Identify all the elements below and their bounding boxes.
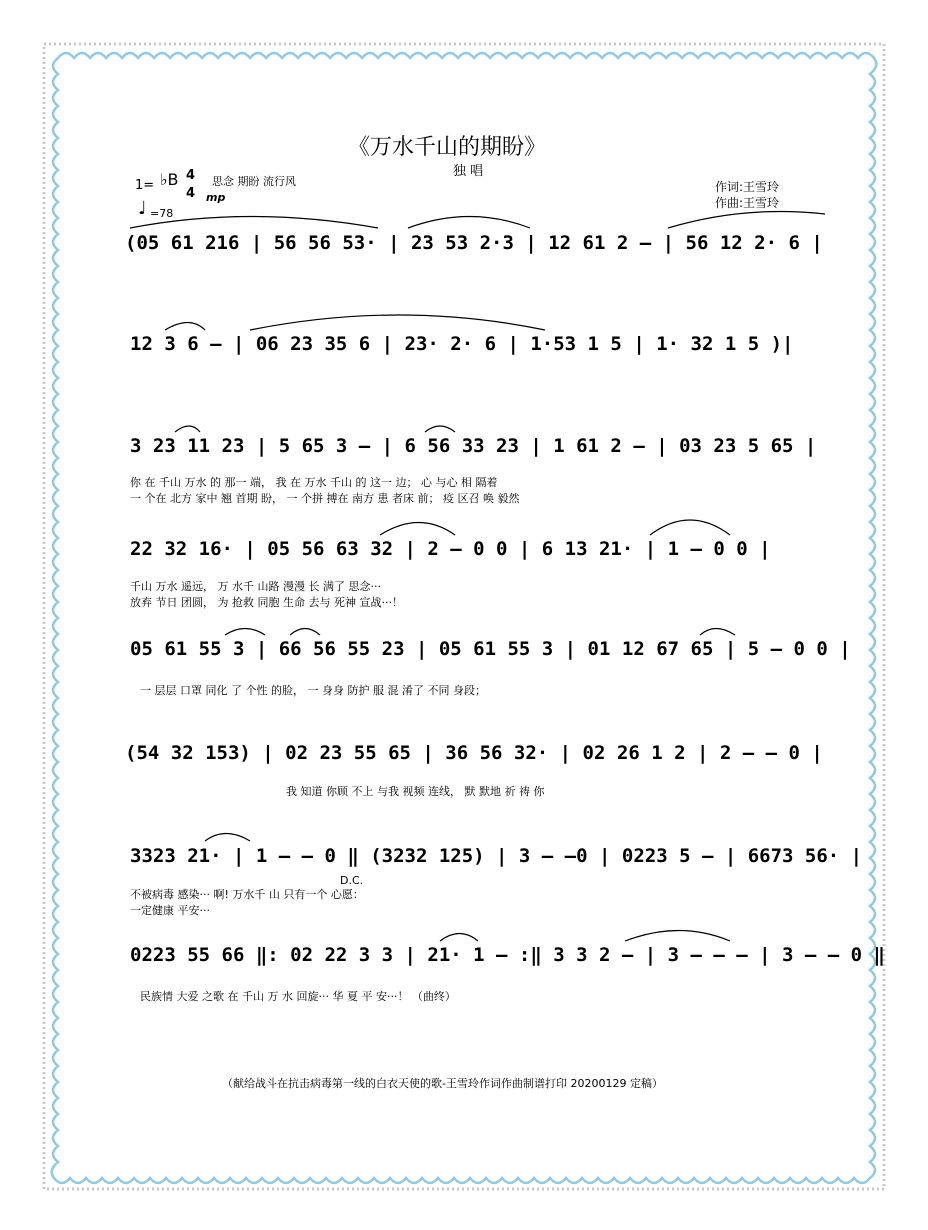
lyrics-row-3-verse-2: 一 个在 北方 家中 翘 首期 盼， 一 个拼 搏在 南方 患 者床 前； 疫 区召 唤 毅然 bbox=[130, 492, 520, 505]
tempo-marking: =78 bbox=[150, 207, 174, 220]
dc-marking: D.C. bbox=[340, 874, 364, 887]
lyrics-row-8: 民族情 大爱 之歌 在 千山 万 水 回旋··· 华 夏 平 安···！ （曲终） bbox=[140, 990, 456, 1003]
quarter-note-icon: ♩ bbox=[138, 198, 147, 219]
score-row-1: (05 61 216 | 56 56 53· | 23 53 2·3 | 12 61 2 – | 56 12 2· 6 | bbox=[125, 232, 823, 254]
performance-type: 独 唱 bbox=[453, 164, 484, 179]
time-signature-top: 4 bbox=[186, 168, 196, 183]
composer-credit: 作曲:王雪玲 bbox=[715, 196, 780, 210]
time-signature-bottom: 4 bbox=[186, 186, 196, 201]
key-flat: ♭B bbox=[160, 170, 179, 189]
score-row-7: 3323 21· | 1 – – 0 ‖ (3232 125) | 3 – –0 | 0223 5 – | 6673 56· | bbox=[130, 845, 863, 867]
key-label: 1= bbox=[135, 178, 155, 193]
style-marking: 思念 期盼 流行风 bbox=[212, 175, 296, 188]
lyrics-row-7-verse-2: 一定健康 平安··· bbox=[130, 904, 210, 917]
lyrics-row-7-verse-1: 不被病毒 感染··· 啊! 万水千 山 只有一个 心愿： bbox=[130, 888, 364, 901]
wavy-border bbox=[52, 53, 877, 1183]
score-row-5: 05 61 55 3 | 66 56 55 23 | 05 61 55 3 | 01 12 67 65 | 5 – 0 0 | bbox=[130, 638, 851, 660]
lyricist-credit: 作词:王雪玲 bbox=[715, 180, 780, 194]
lyrics-row-4-verse-2: 放弃 节日 团圆， 为 抢救 同胞 生命 去与 死神 宣战···！ bbox=[130, 596, 403, 609]
score-row-4: 22 32 16· | 05 56 63 32 | 2 – 0 0 | 6 13 21· | 1 – 0 0 | bbox=[130, 538, 771, 560]
score-row-6: (54 32 153) | 02 23 55 65 | 36 56 32· | 02 26 1 2 | 2 – – 0 | bbox=[125, 742, 823, 764]
score-row-2: 12 3 6 – | 06 23 35 6 | 23· 2· 6 | 1·53 1 5 | 1· 32 1 5 )| bbox=[130, 333, 794, 355]
lyrics-row-4-verse-1: 千山 万水 遥远， 万 水千 山路 漫漫 长 满了 思念··· bbox=[130, 580, 381, 593]
dynamic-marking: mp bbox=[206, 191, 226, 204]
lyrics-row-3-verse-1: 你 在 千山 万水 的 那一 端， 我 在 万水 千山 的 这一 边； 心 与心 相 隔着 bbox=[130, 476, 498, 489]
song-title: 《万水千山的期盼》 bbox=[348, 135, 547, 160]
score-row-8: 0223 55 66 ‖: 02 22 3 3 | 21· 1 – :‖ 3 3 2 – | 3 – – – | 3 – – 0 ‖ bbox=[130, 944, 885, 966]
score-row-3: 3 23 11 23 | 5 65 3 – | 6 56 33 23 | 1 61 2 – | 03 23 5 65 | bbox=[130, 435, 817, 457]
lyrics-row-6: 我 知道 你顾 不上 与我 视频 连线， 默 默地 祈 祷 你 bbox=[286, 785, 545, 798]
footer-note: （献给战斗在抗击病毒第一线的白衣天使的歌-王雪玲作词作曲制谱打印 20200129 定稿） bbox=[222, 1077, 663, 1090]
key-signature bbox=[135, 178, 154, 193]
lyrics-row-5: 一 层层 口罩 同化 了 个性 的脸， 一 身身 防护 服 混 淆了 不同 身段； bbox=[140, 684, 486, 697]
